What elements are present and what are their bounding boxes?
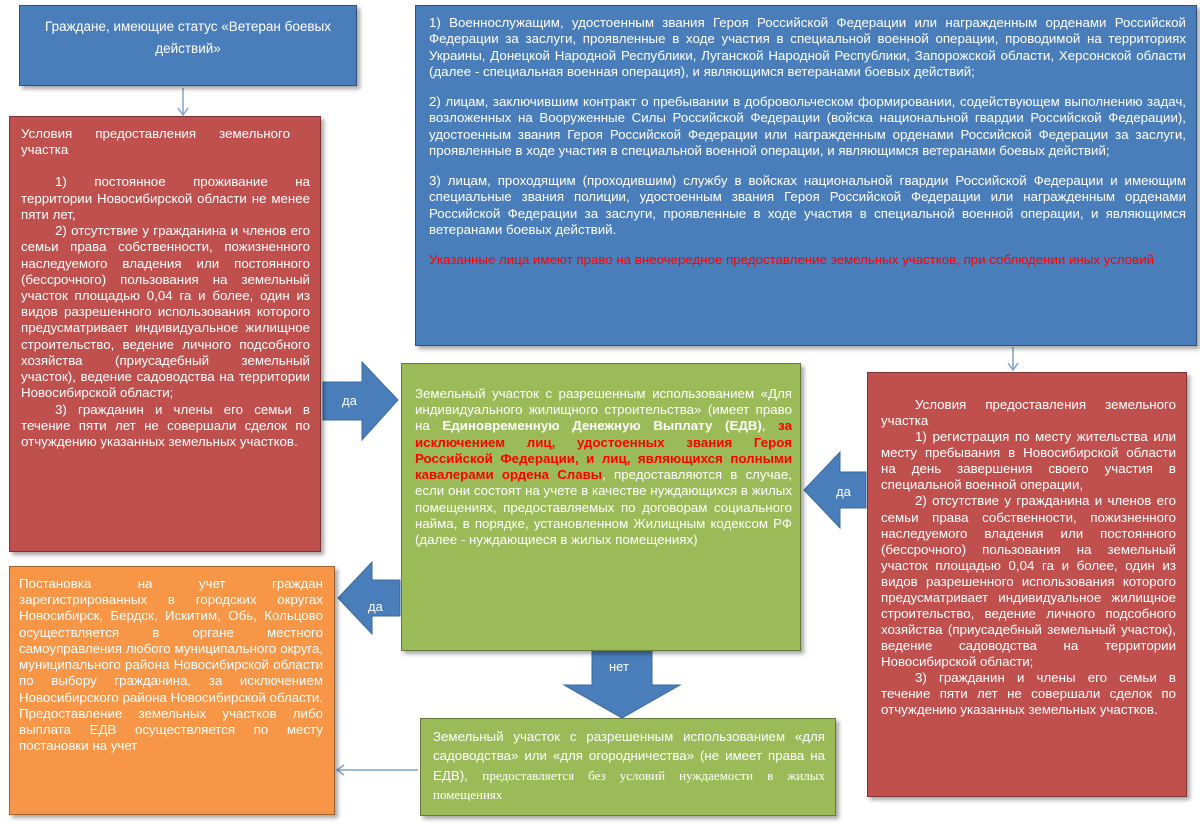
- arrow-no-label: нет: [609, 659, 629, 674]
- eligible-persons-item-3: 3) лицам, проходящим (проходившим) службу в войсках национальной гвардии Российской Федерации и имеющим специальные звания полиции, удостоенным звания Героя Российской Федерации или награжденным орденами Российской Федерации за заслуги, проявленные в ходе участия в специальной военной операции, и являющимся ветеранами боевых действий.: [429, 172, 1186, 238]
- right-conditions-title: Условия предоставления земельного участка: [881, 397, 1176, 429]
- eligible-persons-item-2: 2) лицам, заключившим контракт о пребывании в добровольческом формировании, содействующем выполнению задач, возложенных на Вооруженные Силы Российской Федерации (войска национальной гвардии Российской Федерации), удостоенным звания Героя Российской Федерации или награжденным орденами Российской Федерации за заслуги, проявленные в ходе участия в специальной военной операции, и являющимся ветеранами боевых действий;: [429, 93, 1186, 159]
- ijs-land-box: [401, 363, 801, 651]
- garden-land-text: [433, 727, 825, 805]
- eligible-persons-item-1: 1) Военнослужащим, удостоенным звания Героя Российской Федерации или награжденным орденами Российской Федерации за заслуги, проявленные в ходе участия в специальной военной операции, проводимой на территориях Украины, Донецкой Народной Республики, Луганской Народной Республики, Запорожской области, Херсонской области (далее - специальная военная операция), и являющимся ветеранами боевых действий;: [429, 15, 1186, 80]
- edv-term: Единовременную Денежную Выплату (ЕДВ): [442, 418, 762, 434]
- right-condition-3: 3) гражданин и члены его семьи в течение пяти лет не совершали сделок по отчуждению указанных земельных участков.: [881, 670, 1176, 718]
- ijs-land-text: [415, 386, 792, 548]
- eligible-persons-box: [415, 5, 1197, 346]
- right-condition-2: 2) отсутствие у гражданина и членов его семьи права собственности, пожизненного наследуемого владения или постоянного (бессрочного) пользования на земельный участок площадью 0,04 га и более, один из видов разрешенного использования которого предусматривает индивидуальное жилищное строительство, ведение личного подсобного хозяйства (приусадебный земельный участок), ведение садоводства на территории Новосибирской области;: [881, 493, 1176, 670]
- arrow-yes-right-label: да: [836, 484, 851, 499]
- eligible-persons-note: Указанные лица имеют право на внеочередное предоставление земельных участков, при соблюдении иных условий: [429, 251, 1155, 267]
- ijs-text-part-5: , предоставляются в случае, если они состоят на учете в качестве нуждающихся в жилых помещениях, предоставляемых по договорам социального найма, в порядке, установленном Жилищным кодексом РФ (далее - нуждающиеся в жилых помещениях): [415, 467, 792, 547]
- veteran-status-title: Граждане, имеющие статус «Ветеран боевых действий»: [45, 19, 331, 56]
- veteran-status-box: [19, 5, 357, 86]
- registration-text: Постановка на учет граждан зарегистрированных в городских округах Новосибирск, Бердск, Искитим, Обь, Кольцово осуществляется в органе местного самоуправления любого муниципального округа, муниципального района Новосибирской области по выбору гражданина, за исключением Новосибирского района Новосибирской области. Предоставление земельных участков либо выплата ЕДВ осуществляется по месту постановки на учет: [19, 576, 323, 754]
- ijs-text-part-3: ,: [761, 418, 779, 434]
- exception-text: за исключением лиц, удостоенных звания Героя Российской Федерации, и лиц, являющихся полными кавалерами ордена Славы: [415, 418, 792, 483]
- left-conditions-box: [9, 116, 321, 552]
- left-condition-3: 3) гражданин и члены его семьи в течение пяти лет не совершали сделок по отчуждению указанных земельных участков.: [21, 401, 310, 449]
- arrow-yes-orange: [338, 562, 400, 634]
- left-condition-2: 2) отсутствие у гражданина и членов его семьи права собственности, пожизненного наследуемого владения или постоянного (бессрочного) пользования на земельный участок площадью 0,04 га и более, один из видов разрешенного использования которого предусматривает индивидуальное жилищное строительство, ведение личного подсобного хозяйства (приусадебный земельный участок), ведение садоводства на территории Новосибирской области;: [21, 223, 310, 401]
- ijs-text-part-1: Земельный участок с разрешенным использованием «Для индивидуального жилищного строительства» (имеет право на: [415, 386, 792, 434]
- left-conditions-title: Условия предоставления земельного участка: [21, 126, 290, 158]
- right-condition-1: 1) регистрация по месту жительства или месту пребывания в Новосибирской области на день завершения своего участия в специальной военной операции,: [881, 429, 1176, 493]
- left-condition-1: 1) постоянное проживание на территории Новосибирской области не менее пяти лет,: [21, 174, 310, 222]
- right-conditions-box: [867, 372, 1187, 797]
- garden-text-part-2: предоставляется без условий нуждаемости в жилых помещениях: [433, 767, 825, 803]
- arrow-yes-left-label: да: [342, 393, 357, 408]
- registration-box: [9, 566, 335, 815]
- arrow-yes-right: [804, 452, 866, 528]
- arrow-yes-left: [323, 362, 398, 440]
- garden-land-box: [420, 718, 836, 816]
- garden-text-part-1: Земельный участок с разрешенным использованием «для садоводства» или «для огородничества» (не имеет права на ЕДВ),: [433, 729, 825, 783]
- arrow-yes-orange-label: да: [368, 599, 383, 614]
